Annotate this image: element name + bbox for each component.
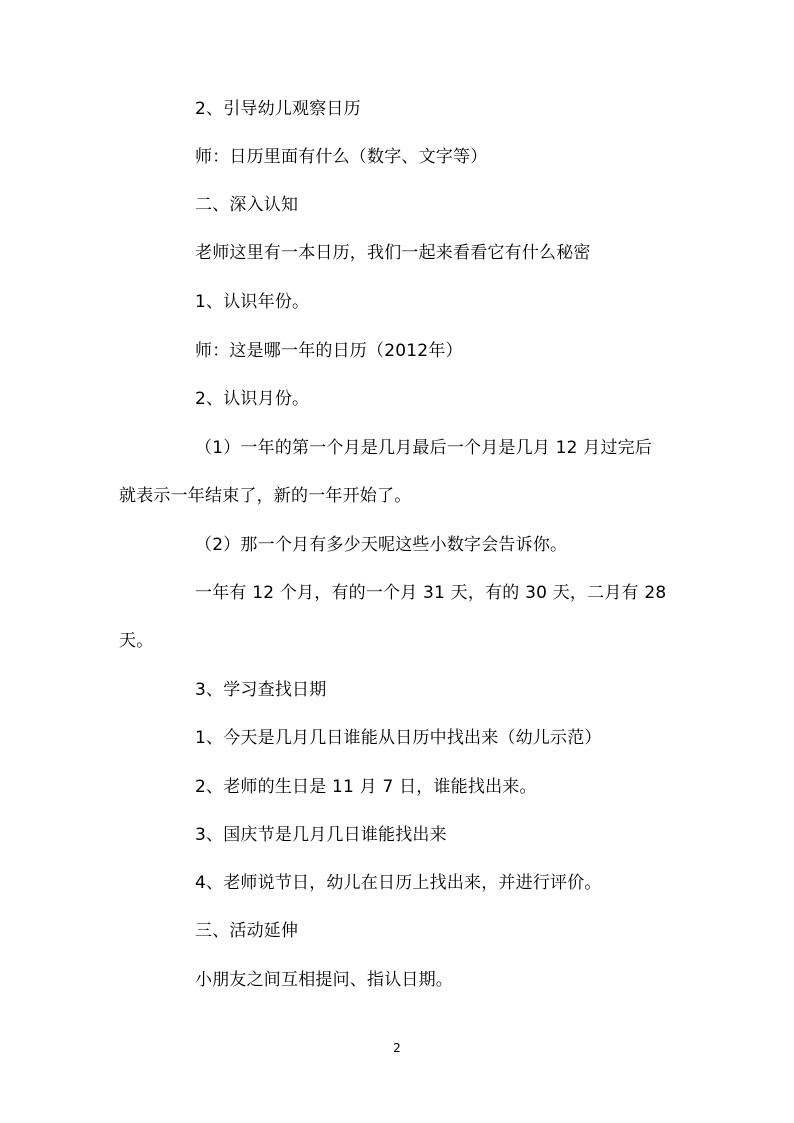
paragraph-line: 老师这里有一本日历，我们一起来看看它有什么秘密 (195, 243, 591, 263)
paragraph-line: （2）那一个月有多少天呢这些小数字会告诉你。 (195, 535, 568, 555)
paragraph-line: 师：这是哪一年的日历（2012年） (195, 341, 463, 361)
paragraph-line: 就表示一年结束了，新的一年开始了。 (119, 486, 412, 506)
paragraph-line: 2、认识月份。 (195, 389, 310, 409)
paragraph-line: 1、认识年份。 (195, 292, 310, 312)
paragraph-line: 2、老师的生日是 11 月 7 日，谁能找出来。 (195, 777, 537, 797)
section-heading: 二、深入认知 (195, 195, 299, 215)
paragraph-line: 小朋友之间互相提问、指认日期。 (195, 970, 453, 990)
paragraph-line: 天。 (119, 631, 154, 651)
page-number: 2 (393, 1041, 401, 1055)
paragraph-line: 1、今天是几月几日谁能从日历中找出来（幼儿示范） (195, 728, 602, 748)
section-heading: 三、活动延伸 (195, 921, 299, 941)
paragraph-line: 一年有 12 个月，有的一个月 31 天，有的 30 天，二月有 28 (195, 583, 667, 603)
paragraph-line: 3、国庆节是几月几日谁能找出来 (195, 825, 447, 845)
paragraph-line: 2、引导幼儿观察日历 (195, 99, 361, 119)
paragraph-line: 3、学习查找日期 (195, 680, 327, 700)
paragraph-line: 4、老师说节日，幼儿在日历上找出来，并进行评价。 (195, 873, 602, 893)
paragraph-line: 师：日历里面有什么（数字、文字等） (195, 147, 488, 167)
paragraph-line: （1）一年的第一个月是几月最后一个月是几月 12 月过完后 (195, 438, 653, 458)
